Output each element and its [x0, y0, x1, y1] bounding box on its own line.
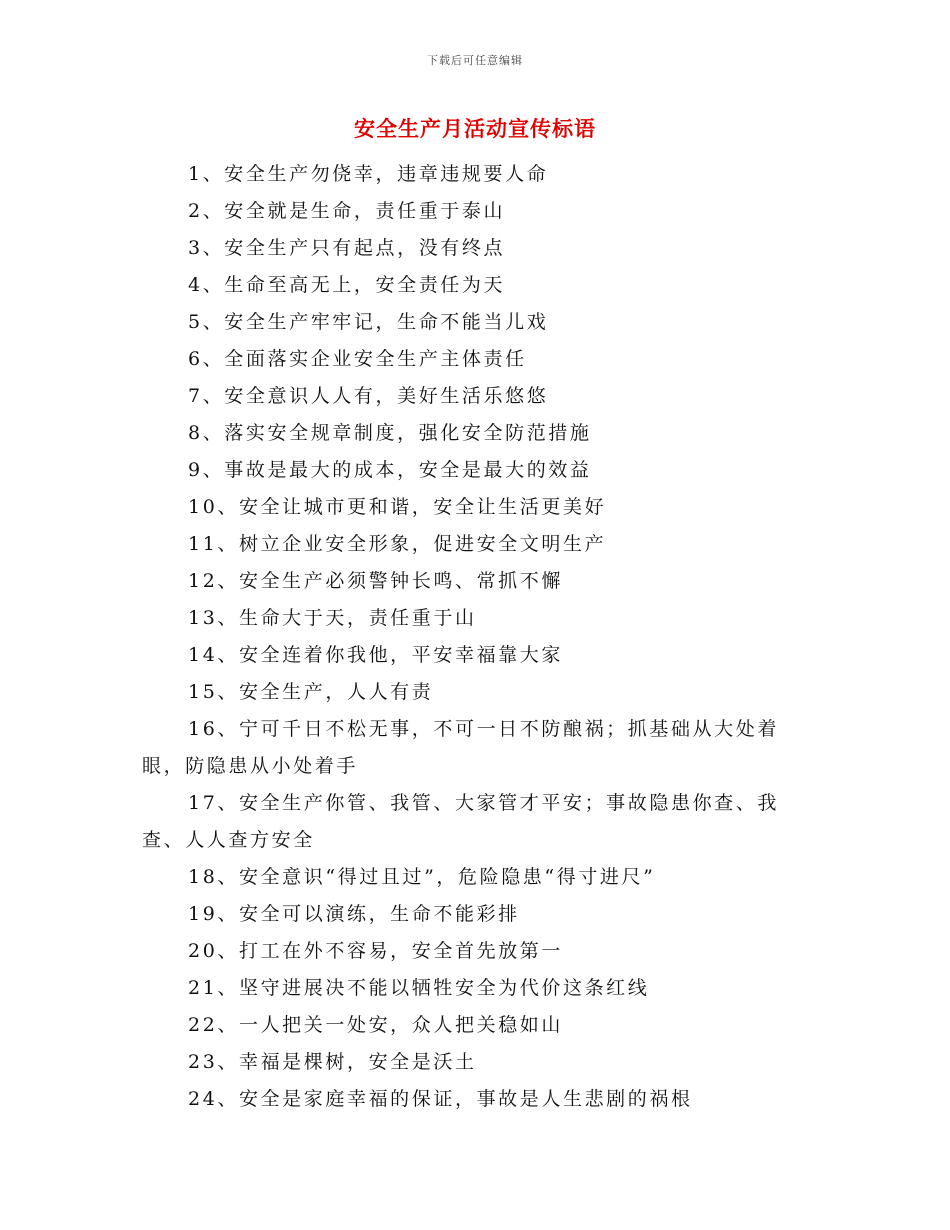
slogan-item: 5、安全生产牢牢记，生命不能当儿戏	[188, 311, 549, 333]
slogan-item: 1、安全生产勿侥幸，违章违规要人命	[188, 163, 549, 185]
slogan-item: 3、安全生产只有起点，没有终点	[188, 237, 506, 259]
slogan-item: 9、事故是最大的成本，安全是最大的效益	[188, 459, 592, 481]
slogan-item: 11、树立企业安全形象，促进安全文明生产	[188, 533, 607, 555]
slogan-item: 2、安全就是生命，责任重于泰山	[188, 200, 506, 222]
slogan-item: 7、安全意识人人有，美好生活乐悠悠	[188, 385, 549, 407]
slogan-item: 4、生命至高无上，安全责任为天	[188, 274, 506, 296]
document-title: 安全生产月活动宣传标语	[354, 117, 596, 141]
slogan-item: 24、安全是家庭幸福的保证，事故是人生悲剧的祸根	[188, 1088, 693, 1110]
slogan-item: 6、全面落实企业安全生产主体责任	[188, 348, 527, 370]
page-header-note: 下载后可任意编辑	[427, 54, 523, 67]
slogan-item: 22、一人把关一处安，众人把关稳如山	[188, 1014, 563, 1036]
slogan-item: 16、宁可千日不松无事，不可一日不防酿祸；抓基础从大处着眼，防隐患从小处着手	[142, 718, 779, 777]
slogan-item: 18、安全意识“得过且过”，危险隐患“得寸进尺”	[188, 866, 656, 888]
slogan-item: 23、幸福是棵树，安全是沃土	[188, 1051, 477, 1073]
slogan-item: 15、安全生产，人人有责	[188, 681, 434, 703]
slogan-item: 21、坚守进展决不能以牺牲安全为代价这条红线	[188, 977, 650, 999]
slogan-item: 17、安全生产你管、我管、大家管才平安；事故隐患你查、我查、人人查方安全	[142, 792, 779, 851]
slogan-item: 20、打工在外不容易，安全首先放第一	[188, 940, 563, 962]
slogan-item: 19、安全可以演练，生命不能彩排	[188, 903, 520, 925]
slogan-item: 10、安全让城市更和谐，安全让生活更美好	[188, 496, 607, 518]
slogan-list	[142, 156, 822, 1118]
slogan-item: 12、安全生产必须警钟长鸣、常抓不懈	[188, 570, 563, 592]
slogan-item: 13、生命大于天，责任重于山	[188, 607, 477, 629]
slogan-item: 14、安全连着你我他，平安幸福靠大家	[188, 644, 563, 666]
slogan-item: 8、落实安全规章制度，强化安全防范措施	[188, 422, 592, 444]
